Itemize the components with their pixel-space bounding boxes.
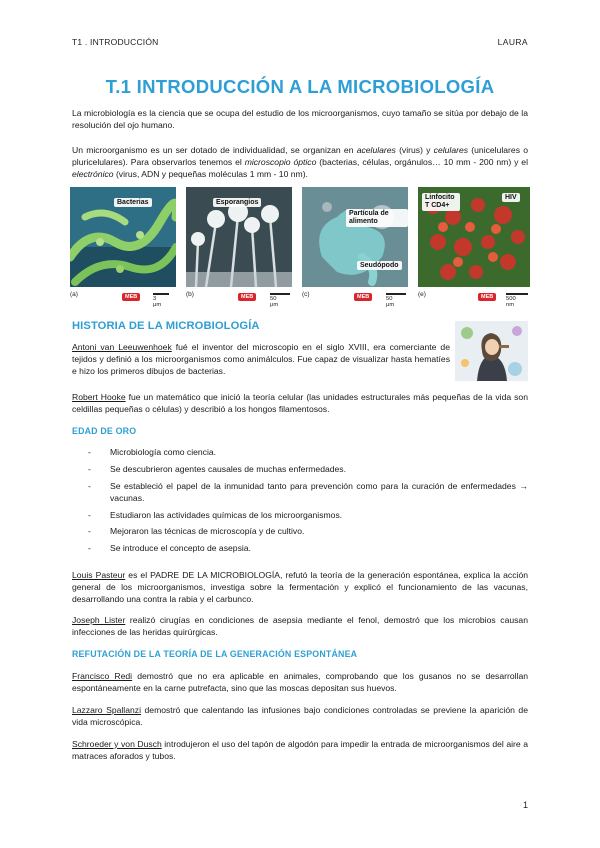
bullet-dash: - [88,543,91,554]
section-heading-historia: HISTORIA DE LA MICROBIOLOGÍA [72,320,260,332]
panel-letter: (e) [418,291,426,298]
bullet-dash: - [88,447,91,457]
list-item-text: Estudiaron las actividades químicas de los microorganismos. [110,509,343,520]
bullet-dash: - [88,463,91,474]
meb-badge: MEB [354,293,372,301]
edad-oro-list [88,446,528,559]
bullet-dash: - [88,526,91,537]
running-header-author: LAURA [497,37,528,47]
list-item-text: Mejoraron las técnicas de microscopía y de cultivo. [110,526,305,537]
scale-bar [270,296,278,308]
label-particula-alimento: Partícula de alimento [346,209,408,227]
list-item-text: Se descubrieron agentes causales de muchas enfermedades. [110,463,346,474]
intro-paragraph-2 [72,144,528,181]
list-item-text: Se estableció el papel de la inmunidad tanto para prevención como para la curación de enfermedades → vacunas. [110,480,528,503]
label-hiv: HIV [502,193,520,202]
label-linfocito: Linfocito T CD4+ [422,193,460,211]
list-item-text: Se introduce el concepto de asepsia. [110,543,251,554]
text-run: introdujeron el uso del tapón de algodón para impedir la entrada de microorganismos del aire a matraces aforados y tubos. [72,739,528,762]
text-run: realizó cirugías en condiciones de asepsia mediante el fenol, demostró que los microbios causan infecciones de las heridas quirúrgicas. [72,615,528,638]
leeuwenhoek-portrait [455,321,528,381]
scale-label: 50 μm [386,296,395,308]
micrograph-sporangia [186,187,292,287]
list-item [88,542,528,554]
text-run: (virus, ADN y pequeñas moléculas 1 mm - 10 nm). [113,169,308,180]
scale-label: 50 μm [270,296,279,308]
micrograph-bacteria [70,187,176,287]
term-microscopio-optico: microscopio óptico [244,157,317,168]
term-electronico: electrónico [72,169,114,180]
name-leeuwenhoek: Antoni van Leeuwenhoek [72,342,172,352]
text-run: es el PADRE DE LA MICROBIOLOGÍA, refutó la teoría de la generación espontánea, explica la acción general de los microorganismos, investiga sobre la fermentación y explicó el funcionamiento de las vacunas, desarrollando una contra la rabia y el carbunco. [72,570,528,605]
micrograph-figure [70,187,530,309]
meb-badge: MEB [122,293,140,301]
scale-bar [153,296,161,308]
scale-label: 3 μm [153,296,162,308]
panel-letter: (a) [70,291,78,298]
scale-bar [506,296,516,308]
list-item-text: Microbiología como ciencia. [110,447,217,457]
panel-letter: (c) [302,291,310,298]
text-run: fue un matemático que inició la teoría celular (las unidades estructurales más pequeñas de la vida son celdillas pequeñas o células) y describió a los hongos filamentosos. [72,392,528,415]
intro-paragraph-1: La microbiología es la ciencia que se ocupa del estudio de los microorganismos, cuyo tamaño se sitúa por debajo de la resolución del ojo humano. [72,108,528,131]
term-acelulares: acelulares [356,145,396,155]
paragraph-redi [72,670,528,694]
text-run: (unicelulares o pluricelulares). Para observarlos tenemos el [72,145,528,168]
paragraph-schroeder [72,738,528,762]
scale-bar [386,296,394,308]
amoeba-image [302,187,408,287]
meb-badge: MEB [478,293,496,301]
text-run: demostró que calentando las infusiones bajo condiciones controladas se previene la aparición de vida microscópica. [72,705,528,728]
text-run: Un microorganismo es un ser dotado de individualidad, se organizan en [72,145,357,155]
list-item [88,525,528,537]
micrograph-lymphocyte-hiv [418,187,530,287]
bullet-dash: - [88,509,91,520]
label-bacterias: Bacterias [114,198,152,207]
text-run: fué el inventor del microscopio en el siglo XVIII, era comerciante de tejidos y definió a los microorganismos como animálculos. Fue capaz de visualizar hasta hematíes e hizo los primeros dibujos de bacterias. [72,342,450,377]
text-run: demostró que no era aplicable en animales, comprobando que los gusanos no se desarrollan espontáneamente en la carne putrefacta, sino que las moscas depositan sus huevos. [72,671,528,694]
bullet-dash: - [88,480,91,491]
portrait-image [455,321,528,381]
micrograph-amoeba [302,187,408,287]
paragraph-leeuwenhoek [72,341,450,378]
list-item [88,463,528,475]
paragraph-spallanzi [72,704,528,728]
panel-letter: (b) [186,291,194,298]
name-hooke: Robert Hooke [72,392,126,402]
paragraph-pasteur [72,569,528,606]
list-item [88,509,528,521]
name-pasteur: Louis Pasteur [72,570,126,580]
name-schroeder: Schroeder y von Dusch [72,739,162,749]
list-item [88,480,528,504]
page-title: T.1 INTRODUCCIÓN A LA MICROBIOLOGÍA [105,76,495,97]
section-heading-refutacion: REFUTACIÓN DE LA TEORÍA DE LA GENERACIÓN ESPONTÁNEA [72,649,358,659]
name-redi: Francisco Redi [72,671,133,681]
section-heading-edad-oro: EDAD DE ORO [72,426,137,436]
scale-label: 500 nm [506,296,516,308]
label-seudopodo: Seudópodo [357,261,402,270]
text-run: (bacterias, células, orgánulos… 10 mm - 200 nm) y el [316,157,528,168]
list-item [88,446,528,458]
text-run: (virus) y [395,145,434,155]
meb-badge: MEB [238,293,256,301]
name-spallanzi: Lazzaro Spallanzi [72,705,141,715]
running-header-title: T1 . INTRODUCCIÓN [72,37,159,47]
paragraph-lister [72,614,528,638]
page-number: 1 [522,800,528,810]
term-celulares: celulares [433,145,469,155]
paragraph-hooke [72,391,528,415]
label-esporangios: Esporangios [213,198,261,207]
name-lister: Joseph Lister [72,615,126,625]
